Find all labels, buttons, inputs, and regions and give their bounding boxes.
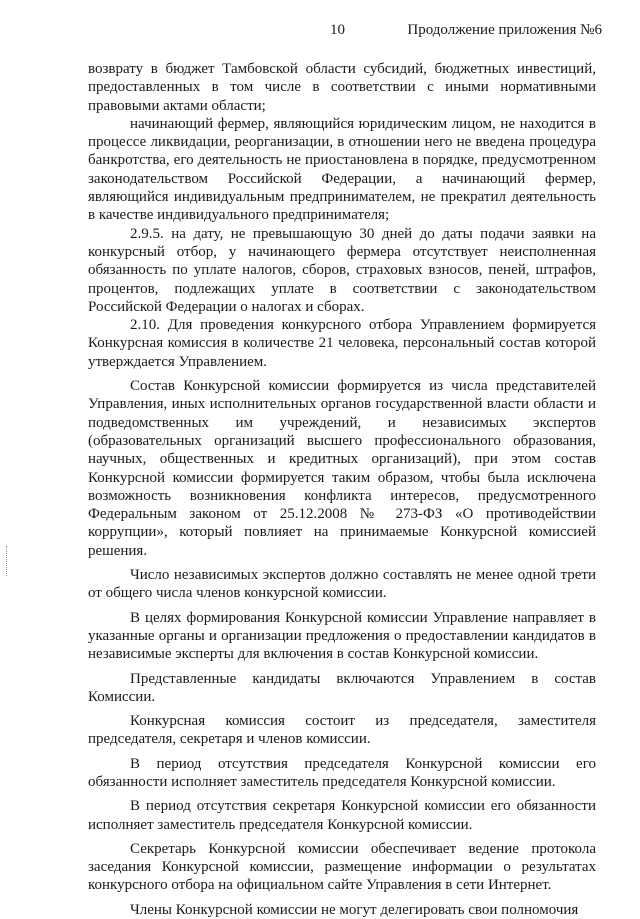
paragraph: Конкурсная комиссия состоит из председателя, заместителя председателя, секретаря и членов комиссии.: [88, 713, 596, 748]
paragraph: В целях формирования Конкурсной комиссии Управление направляет в указанные органы и организации предложения о предоставлении кандидатов в независимые эксперты для включения в состав Конкурсной комиссии.: [88, 609, 596, 663]
paragraph: 2.10. Для проведения конкурсного отбора Управлением формируется Конкурсная комиссия в количестве 21 человека, персональный состав которой утверждается Управлением.: [88, 317, 596, 370]
scan-margin-mark: [6, 546, 8, 576]
paragraph: возврату в бюджет Тамбовской области субсидий, бюджетных инвестиций, предоставленных в том числе в соответствии с иными нормативными правовыми актами области;: [88, 61, 596, 114]
paragraph: начинающий фермер, являющийся юридическим лицом, не находится в процессе ликвидации, реорганизации, в отношении него не введена процедура банкротства, его деятельность не приостановлена в порядке, предусмотренном законодательством Российской Федерации, а начинающий фермер, являющийся индивидуальным предпринимателем, не прекратил деятельность в качестве индивидуального предпринимателя;: [88, 115, 596, 224]
paragraph: 2.9.5. на дату, не превышающую 30 дней до даты подачи заявки на конкурсный отбор, у начинающего фермера отсутствует неисполненная обязанность по уплате налогов, сборов, страховых взносов, пеней, штрафов, процентов, подлежащих уплате в соответствии с законодательством Российской Федерации о налогах и сборах.: [88, 225, 596, 315]
paragraph: Число независимых экспертов должно составлять не менее одной трети от общего числа членов конкурсной комиссии.: [88, 567, 596, 602]
paragraph: Секретарь Конкурсной комиссии обеспечивает ведение протокола заседания Конкурсной комиссии, размещение информации о результатах конкурсного отбора на официальном сайте Управления в сети Интернет.: [88, 840, 596, 894]
paragraph: В период отсутствия секретаря Конкурсной комиссии его обязанности исполняет заместитель председателя Конкурсной комиссии.: [88, 798, 596, 833]
paragraph: Состав Конкурсной комиссии формируется из числа представителей Управления, иных исполнительных органов государственной власти области и подведомственных им учреждений, и независимых экспертов (образовательных организаций высшего профессионального образования, научных, общественных и кредитных организаций), при этом состав Конкурсной комиссии формируется таким образом, чтобы была исключена возможность возникновения конфликта интересов, предусмотренного Федеральным законом от 25.12.2008 № 273-ФЗ «О противодействии коррупции», который повлияет на принимаемые Конкурсной комиссией решения.: [88, 378, 596, 559]
paragraph: В период отсутствия председателя Конкурсной комиссии его обязанности исполняет заместитель председателя Конкурсной комиссии.: [88, 755, 596, 790]
paragraph: Члены Конкурсной комиссии не могут делегировать свои полномочия: [130, 901, 579, 918]
appendix-continuation-note: Продолжение приложения №6: [407, 22, 602, 38]
body-text: [88, 60, 596, 919]
paragraph: Представленные кандидаты включаются Управлением в состав Комиссии.: [88, 670, 596, 705]
page-number: 10: [330, 22, 345, 38]
